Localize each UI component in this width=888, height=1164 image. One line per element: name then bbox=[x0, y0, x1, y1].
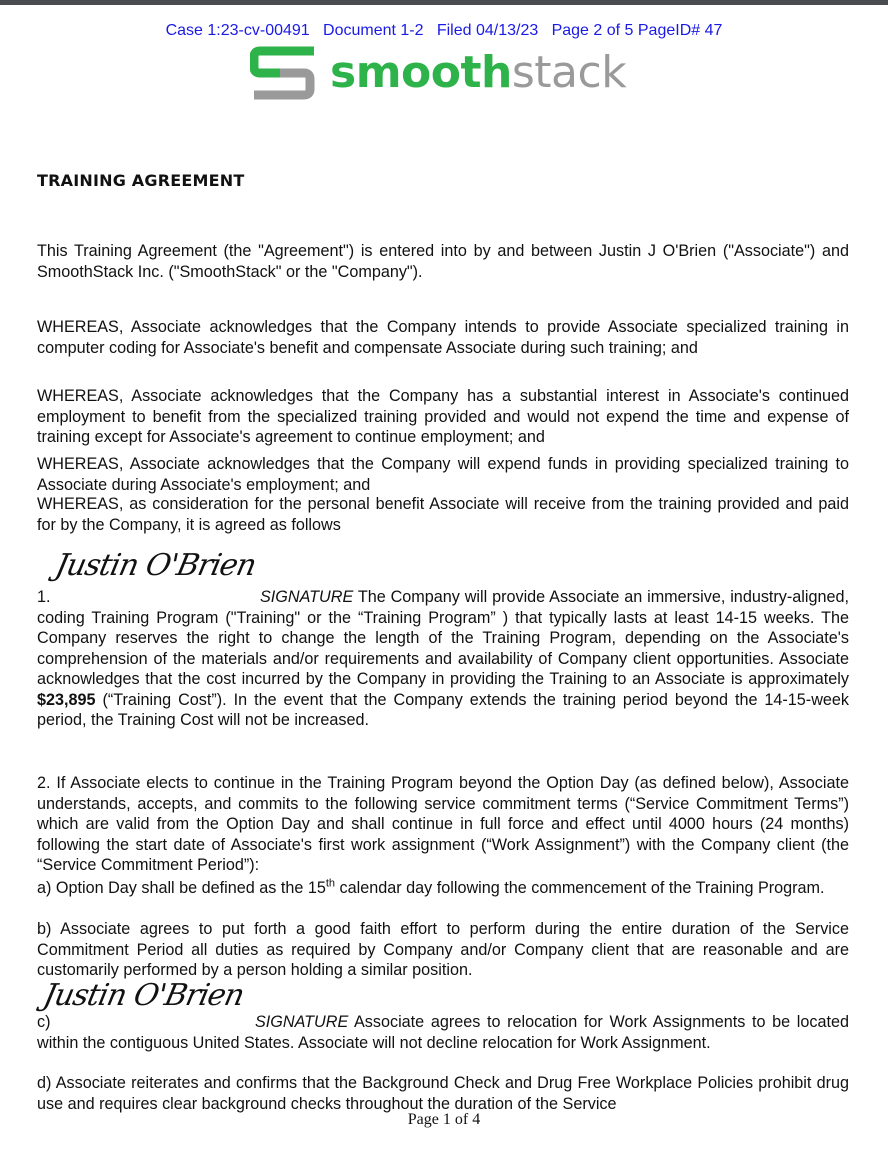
signature-label: SIGNATURE bbox=[255, 1013, 349, 1031]
viewer-top-bar bbox=[0, 0, 888, 5]
section-2-c-label: c) bbox=[37, 1013, 51, 1031]
case-filing-header: Case 1:23-cv-00491 Document 1-2 Filed 04/13/23 Page 2 of 5 PageID# 47 bbox=[165, 22, 723, 39]
signature-associate-2: Justin O'Brien bbox=[40, 978, 247, 1013]
page-number-footer: Page 1 of 4 bbox=[407, 1111, 481, 1128]
whereas-paragraph-1: WHEREAS, Associate acknowledges that the Company intends to provide Associate specialized training in computer coding for Associate's benefit and compensate Associate during such training; and bbox=[37, 318, 849, 357]
signature-label: SIGNATURE bbox=[260, 588, 354, 606]
whereas-paragraph-2: WHEREAS, Associate acknowledges that the Company has a substantial interest in Associate's continued employment to benefit from the specialized training provided and would not expend the time and expense of training except for Associate's agreement to continue employment; and bbox=[37, 387, 849, 446]
signature-associate-1: Justin O'Brien bbox=[52, 548, 259, 583]
whereas-paragraph-3: WHEREAS, Associate acknowledges that the Company will expend funds in providing specialized training to Associate during Associate's employment; and bbox=[37, 455, 849, 494]
section-2-c: c) SIGNATURE Associate agrees to relocation for Work Assignments to be located within the contiguous United States. Associate will not decline relocation for Work Assignment. bbox=[37, 1013, 849, 1052]
whereas-paragraph-4: WHEREAS, as consideration for the personal benefit Associate will receive from the training provided and paid for by the Company, it is agreed as follows bbox=[37, 495, 849, 534]
training-cost-amount: $23,895 bbox=[37, 690, 96, 709]
logo-wordmark: smoothstack bbox=[330, 47, 627, 98]
smoothstack-s-logo-icon bbox=[250, 45, 316, 101]
section-2-b: b) Associate agrees to put forth a good faith effort to perform during the entire duration of the Service Commitment Period all duties as required by Company and/or Company client that are reasonable and are customarily performed by a person holding a similar position. bbox=[37, 920, 849, 979]
section-2-d: d) Associate reiterates and confirms that the Background Check and Drug Free Workplace Policies prohibit drug use and requires clear background checks throughout the duration of the Service bbox=[37, 1074, 849, 1113]
company-logo bbox=[250, 44, 626, 102]
intro-paragraph: This Training Agreement (the "Agreement") is entered into by and between Justin J O'Brien ("Associate") and SmoothStack Inc. ("SmoothStack" or the "Company"). bbox=[37, 242, 849, 281]
section-2-intro: 2. If Associate elects to continue in the Training Program beyond the Option Day (as defined below), Associate understands, accepts, and commits to the following service commitment terms (“Service Commitment Terms”) which are valid from the Option Day and shall continue in full force and effect until 4000 hours (24 months) following the start date of Associate's first work assignment (“Work Assignment”) with the Company client (the “Service Commitment Period”): bbox=[37, 774, 849, 874]
section-1-paragraph: 1. SIGNATURE The Company will provide Associate an immersive, industry-aligned, coding Training Program ("Training" or the “Training Program” ) that typically lasts at least 14-15 weeks. The Company reserves the right to change the length of the Training Program, depending on the Associate's comprehension of the materials and/or requirements and availability of Company client opportunities. Associate acknowledges that the cost incurred by the Company in providing the Training to an Associate is approximately $23,895 (“Training Cost”). In the event that the Company extends the training period beyond the 14-15-week period, the Training Cost will not be increased. bbox=[37, 588, 849, 729]
section-2-a: a) Option Day shall be defined as the 15th calendar day following the commencement of the Training Program. bbox=[37, 877, 825, 897]
section-1-number: 1. bbox=[37, 588, 51, 606]
document-title: TRAINING AGREEMENT bbox=[37, 171, 245, 190]
